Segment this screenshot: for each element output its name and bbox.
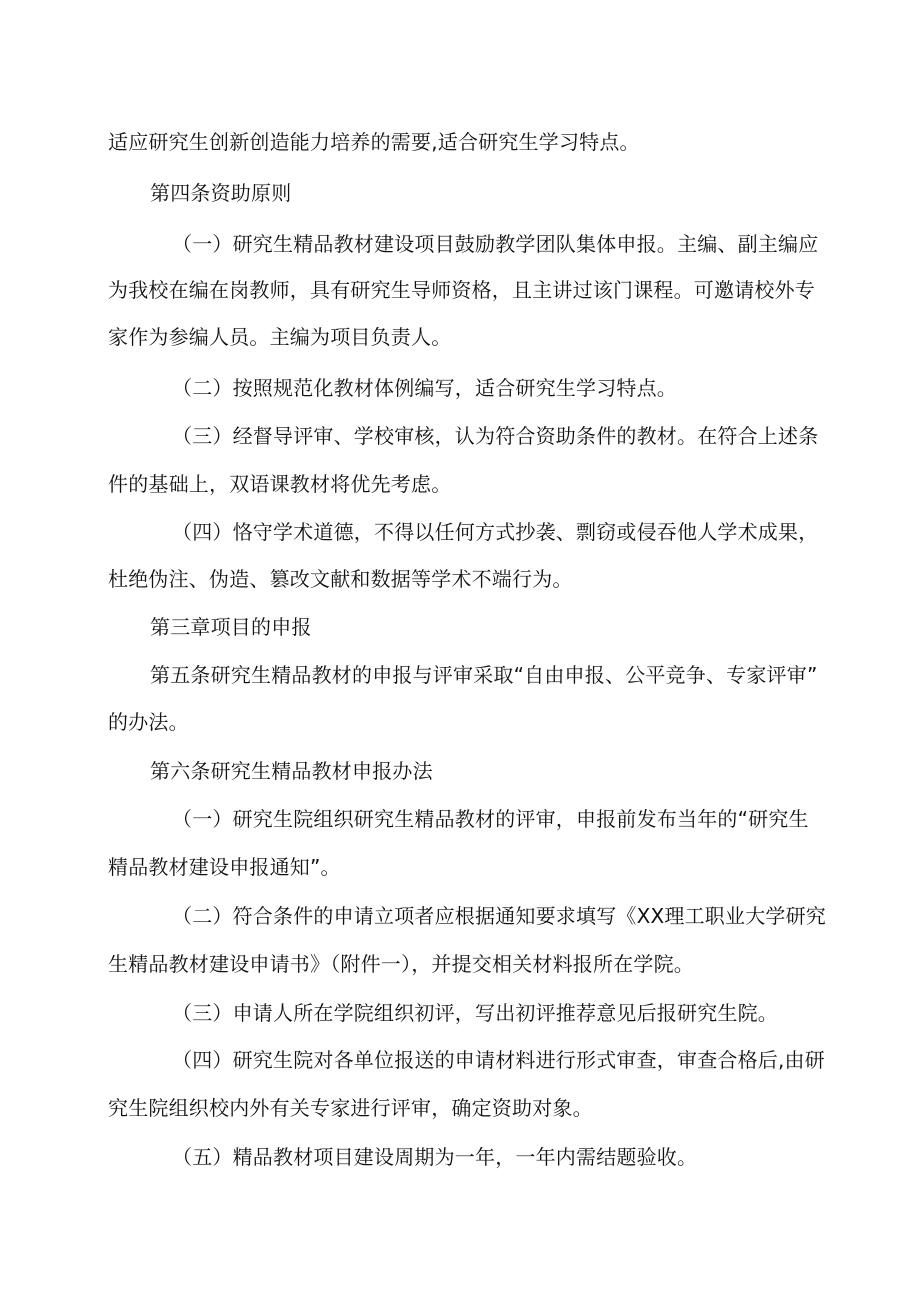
text-line: （一）研究生精品教材建设项目鼓励教学团队集体申报。主编、副主编应 [172, 232, 819, 256]
text-line: 精品教材建设申报通知”。 [108, 855, 341, 879]
text-line: （二）按照规范化教材体例编写，适合研究生学习特点。 [172, 376, 677, 400]
text-line: 第五条研究生精品教材的申报与评审采取“自由申报、公平竞争、专家评审” [150, 663, 818, 687]
section-heading: 第六条研究生精品教材申报办法 [150, 759, 433, 783]
text-line: （三）申请人所在学院组织初评，写出初评推荐意见后报研究生院。 [172, 1001, 778, 1025]
text-line: （四）恪守学术道德，不得以任何方式抄袭、剽窃或侵吞他人学术成果， [172, 520, 819, 544]
chapter-heading: 第三章项目的申报 [150, 615, 312, 639]
text-line: （五）精品教材项目建设周期为一年，一年内需结题验收。 [172, 1145, 698, 1169]
text-line: 生精品教材建设申请书》（附件一），并提交相关材料报所在学院。 [108, 952, 694, 976]
text-line: 为我校在编在岗教师，具有研究生导师资格，且主讲过该门课程。可邀请校外专 [108, 278, 815, 302]
section-heading: 第四条资助原则 [150, 181, 292, 205]
text-line: （一）研究生院组织研究生精品教材的评审，申报前发布当年的“研究生 [172, 807, 809, 831]
text-line: （四）研究生院对各单位报送的申请材料进行形式审查，审查合格后,由研 [172, 1048, 825, 1072]
text-line: 家作为参编人员。主编为项目负责人。 [108, 325, 452, 349]
text-line: 的办法。 [108, 710, 189, 734]
text-line: 杜绝伪注、伪造、篡改文献和数据等学术不端行为。 [108, 567, 573, 591]
text-line: （三）经督导评审、学校审核，认为符合资助条件的教材。在符合上述条 [172, 424, 819, 448]
text-line: （二）符合条件的申请立项者应根据通知要求填写《XX理工职业大学研究 [172, 904, 827, 928]
text-line: 究生院组织校内外有关专家进行评审，确定资助对象。 [108, 1096, 593, 1120]
text-line: 适应研究生创新创造能力培养的需要,适合研究生学习特点。 [108, 130, 640, 154]
text-line: 件的基础上，双语课教材将优先考虑。 [108, 472, 452, 496]
